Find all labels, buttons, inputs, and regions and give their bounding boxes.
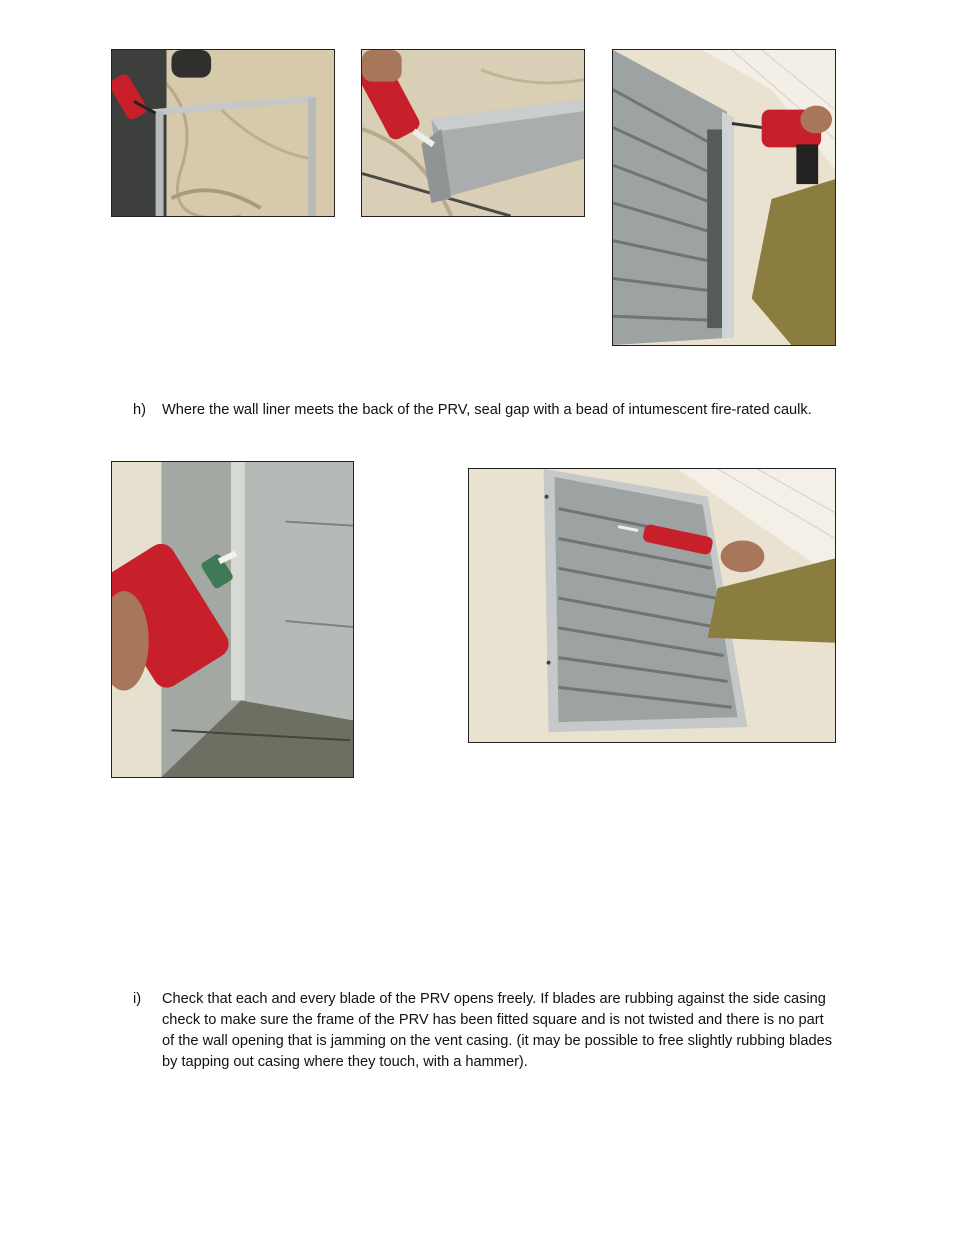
step-i — [133, 989, 833, 1073]
step-h — [133, 400, 833, 421]
photo-frame-on-cloth-image — [112, 50, 334, 216]
photo-caulking-frame-joint — [361, 49, 585, 217]
photo-drilling-frame — [612, 49, 836, 346]
photo-caulking-gap-closeup — [111, 461, 354, 778]
photo-drilling-frame-image — [613, 50, 835, 345]
photo-caulking-installed-prv — [468, 468, 836, 743]
step-i-marker: i) — [133, 991, 142, 1007]
photo-caulking-gap-closeup-image — [112, 462, 353, 777]
photo-caulking-installed-prv-image — [469, 469, 835, 742]
photo-frame-on-cloth — [111, 49, 335, 217]
step-h-text: Where the wall liner meets the back of the PRV, seal gap with a bead of intumescent fire-rated caulk. — [162, 402, 812, 418]
step-i-text: Check that each and every blade of the PRV opens freely. If blades are rubbing against the side casing check to make sure the frame of the PRV has been fitted square and is not twisted and there is no part of the wall opening that is jamming on the vent casing. (it may be possible to free slightly rubbing blades by tapping out casing where they touch, with a hammer). — [162, 991, 833, 1070]
step-h-marker: h) — [133, 402, 146, 418]
photo-caulking-frame-joint-image — [362, 50, 584, 216]
